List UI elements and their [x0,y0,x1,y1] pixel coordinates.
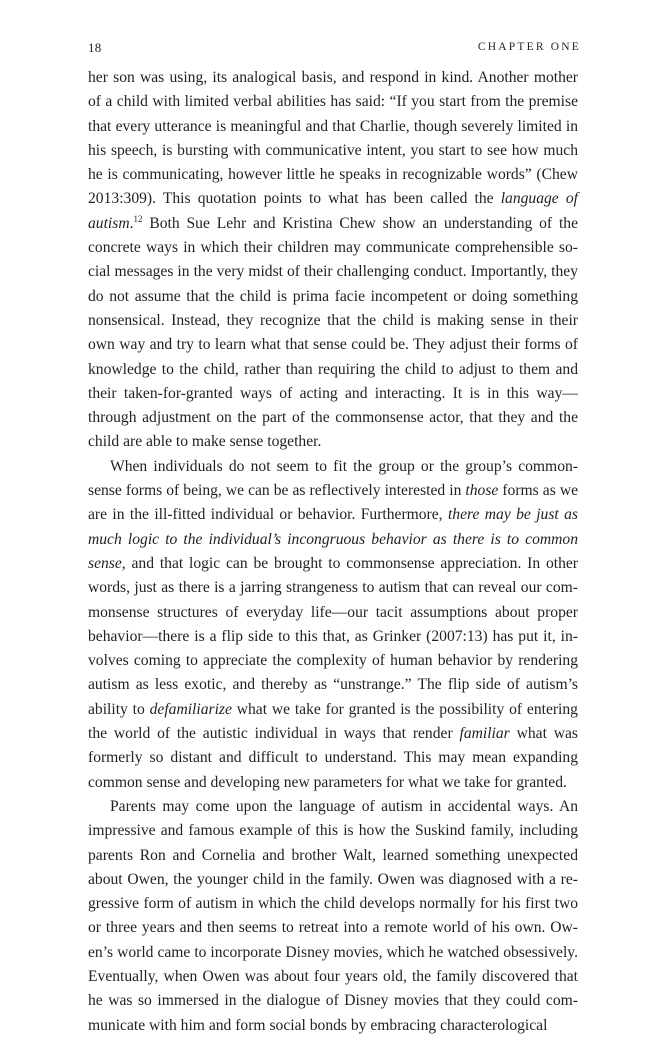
body-text [88,66,578,1038]
italic-text: defamiliarize [149,700,232,718]
paragraph [88,455,578,795]
text-run: Parents may come upon the language of autism in accidental ways. An impressive and famous example of this is how the Suskind family, including parents Ron and Cornelia and brother Walt, learned something unexpected about Owen, the younger child in the family. Owen was diagnosed with a regressive form of autism in which the child develops normally for his first two or three years and then seems to retreat into a remote world of his own. Owen’s world came to incorporate Disney movies, which he watched obsessively. Eventually, when Owen was about four years old, the family discovered that he was so immersed in the dialogue of Disney movies that they could communicate with him and form social bonds by embracing characterological [88,797,578,1034]
page-number: 18 [88,40,102,55]
running-head: CHAPTER ONE [477,41,581,53]
italic-text: language of autism [88,190,578,232]
text-run: forms as we are in the ill-fitted individual or behavior. Furthermore, [88,482,579,524]
text-run: Both Sue Lehr and Kristina Chew show an understanding of the concrete ways in which their children may communicate comprehensible social messages in the very midst of their challenging conduct. Importantly, they do not assume that the child is prima facie incompetent or doing something nonsensical. Instead, they recognize that the child is making sense in their own way and try to learn what that sense could be. They adjust their forms of knowledge to the child, rather than requiring the child to adjust to them and their taken-for-granted ways of acting and interacting. It is in this way—through adjustment on the part of the commonsense actor, that they and the child are able to make sense together. [88,214,578,451]
paragraph [88,795,578,1038]
text-run: her son was using, its analogical basis, and respond in kind. Another mother of a child with limited verbal abilities has said: “If you start from the premise that every utterance is meaningful and that Charlie, though severely limited in his speech, is bursting with communicative intent, you start to see how much he is communicating, however little he speaks in recognizable words” (Chew 2013:309). This quotation points to what has been called the [88,69,578,208]
italic-text: those [465,482,499,500]
italic-text: there may be just as much logic to the individual’s incongruous behavior as there is to common sense [88,506,578,572]
text-run: When individuals do not seem to fit the group or the group’s commonsense forms of being, we can be as reflectively interested in [88,457,578,500]
text-run: what we take for granted is the possibility of entering the world of the autistic individual in ways that render [88,700,578,743]
footnote-marker: 12 [133,213,143,224]
text-run: . [129,214,134,232]
paragraph [88,66,578,455]
text-run: what was formerly so distant and difficult to understand. This may mean expanding common sense and developing new parameters for what we take for granted. [88,725,578,791]
italic-text: familiar [459,725,510,743]
text-run: , and that logic can be brought to commonsense appreciation. In other words, just as there is a jarring strangeness to autism that can reveal our commonsense structures of everyday life—our tacit assumptions about proper behavior—there is a flip side to this that, as Grinker (2007:13) has put it, involves coming to appreciate the complexity of human behavior by rendering autism as less exotic, and thereby as “unstrange.” The flip side of autism’s ability to [88,554,578,718]
